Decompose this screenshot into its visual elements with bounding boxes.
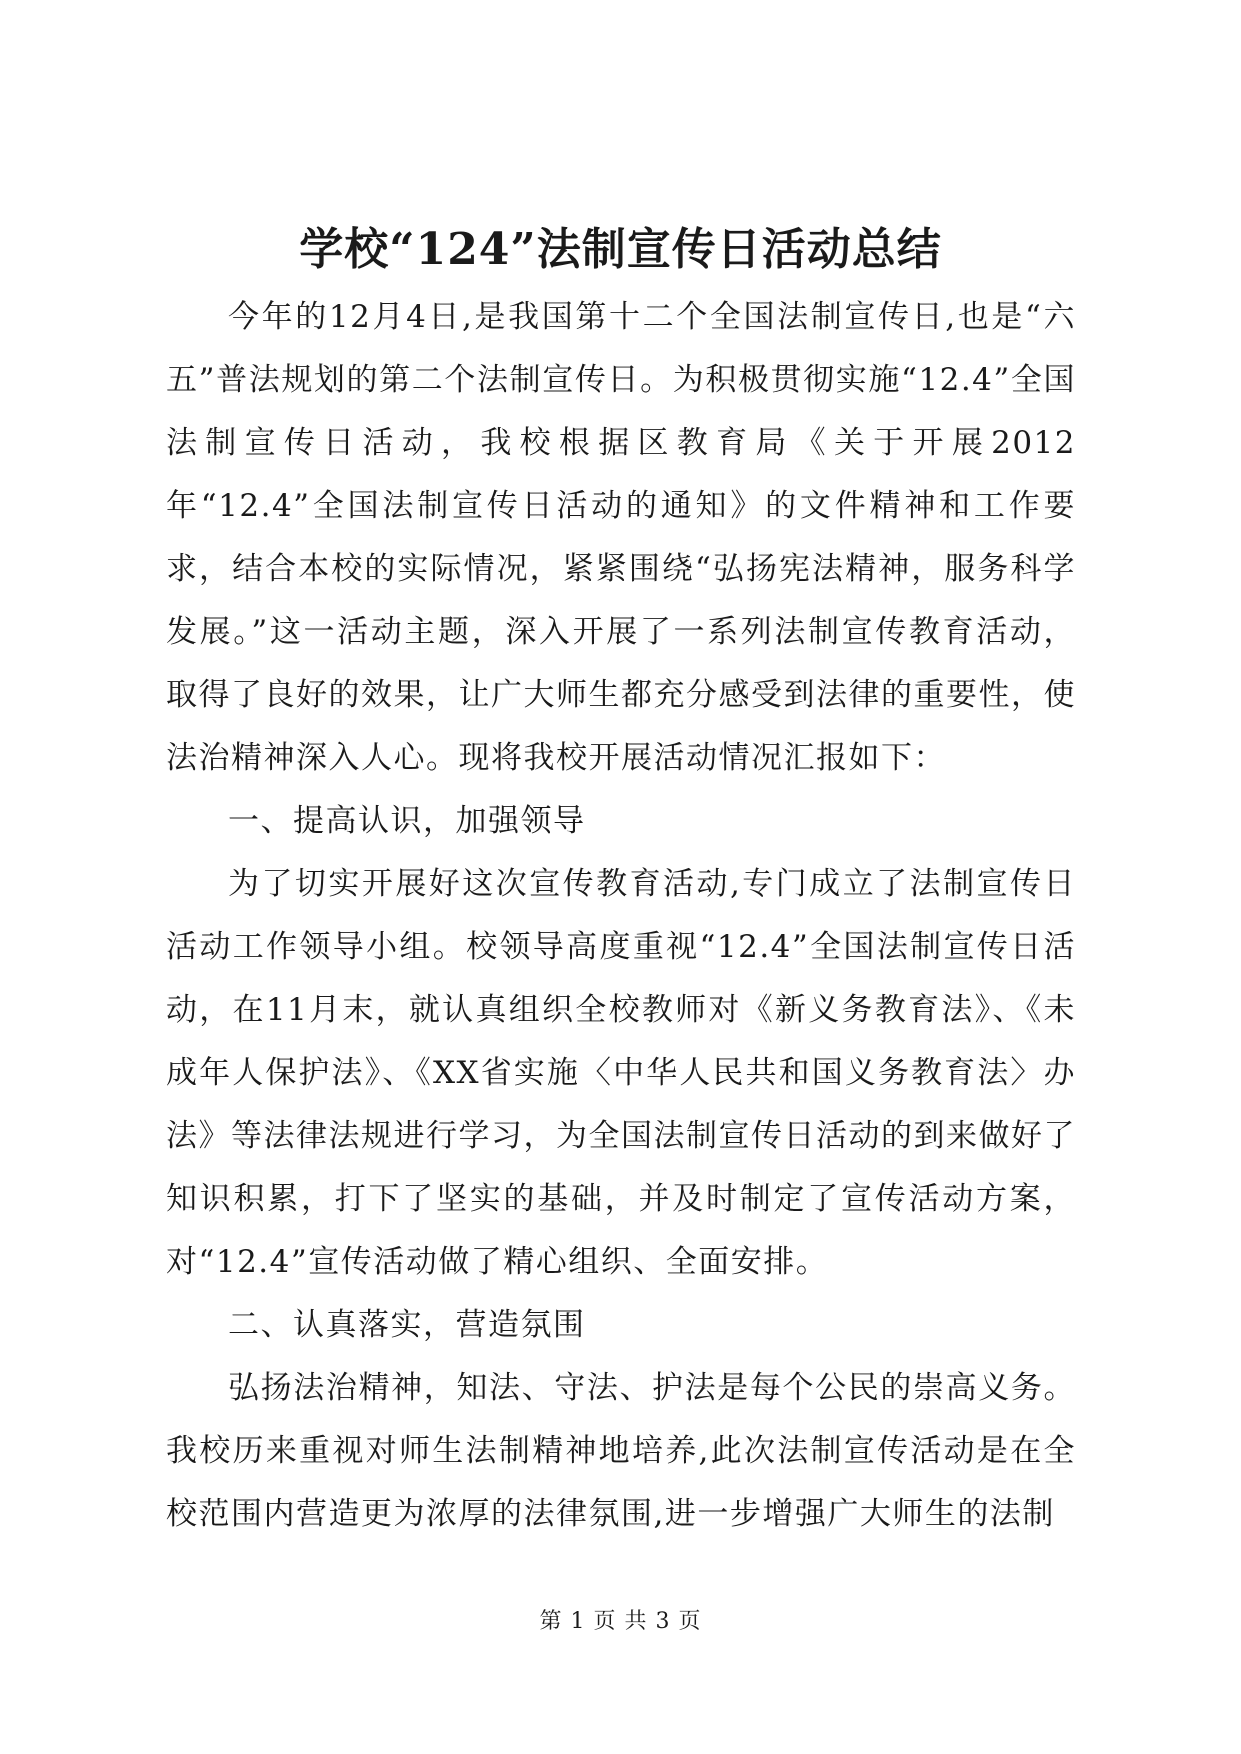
document-body	[166, 286, 1076, 1546]
page-footer: 第 1 页 共 3 页	[539, 1609, 702, 1634]
paragraph-section-1: 为了切实开展好这次宣传教育活动,专门成立了法制宣传日活动工作领导小组。校领导高度重视“12.4”全国法制宣传日活动，在11月末，就认真组织全校教师对《新义务教育法》、《未成年人保护法》、《XX省实施〈中华人民共和国义务教育法〉办法》等法律法规进行学习，为全国法制宣传日活动的到来做好了知识积累，打下了坚实的基础，并及时制定了宣传活动方案，对“12.4”宣传活动做了精心组织、全面安排。	[166, 866, 1076, 1280]
section-heading-1: 一、提高认识，加强领导	[228, 803, 586, 839]
section-heading-2: 二、认真落实，营造氛围	[228, 1307, 586, 1343]
paragraph-intro: 今年的12月4日,是我国第十二个全国法制宣传日,也是“六五”普法规划的第二个法制宣传日。为积极贯彻实施“12.4”全国法制宣传日活动，我校根据区教育局《关于开展2012年“12.4”全国法制宣传日活动的通知》的文件精神和工作要求，结合本校的实际情况，紧紧围绕“弘扬宪法精神，服务科学发展。”这一活动主题，深入开展了一系列法制宣传教育活动，取得了良好的效果，让广大师生都充分感受到法律的重要性，使法治精神深入人心。现将我校开展活动情况汇报如下：	[166, 299, 1076, 776]
paragraph-section-2: 弘扬法治精神，知法、守法、护法是每个公民的崇高义务。我校历来重视对师生法制精神地培养,此次法制宣传活动是在全校范围内营造更为浓厚的法律氛围,进一步增强广大师生的法制	[166, 1370, 1076, 1532]
document-title: 学校“124”法制宣传日活动总结	[299, 224, 942, 275]
